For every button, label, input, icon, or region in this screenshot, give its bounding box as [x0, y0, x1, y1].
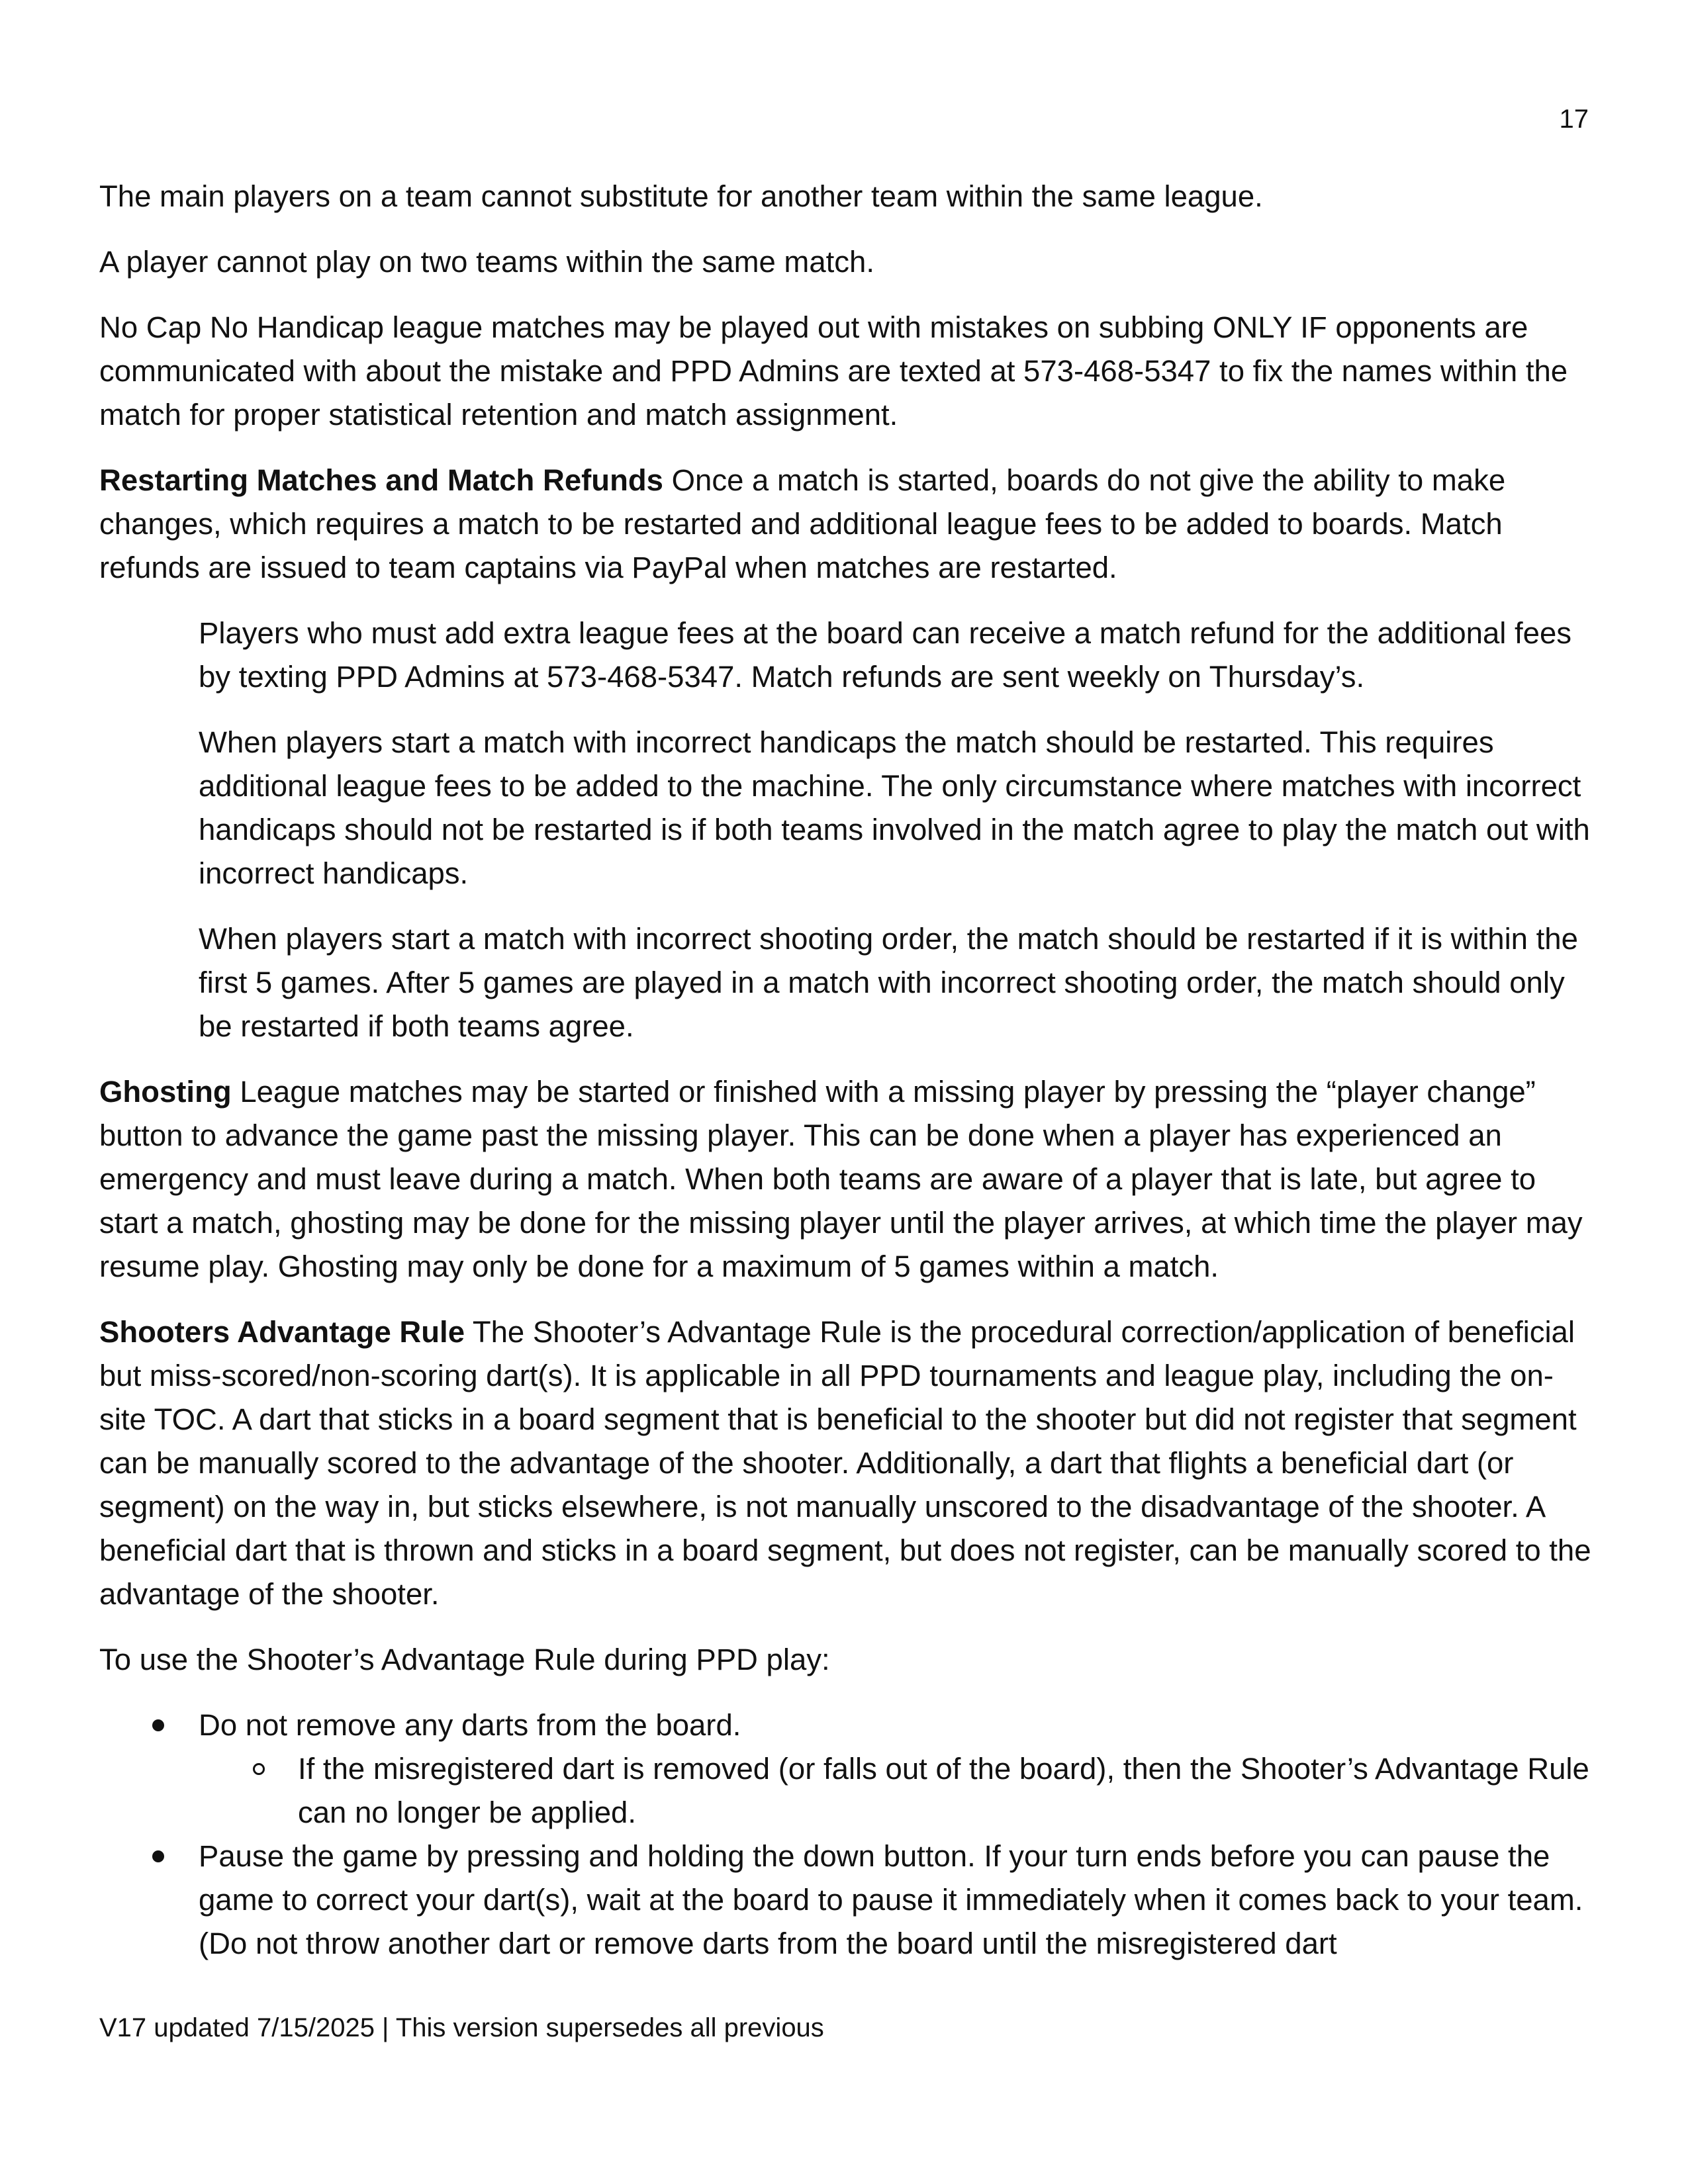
section-shooters-advantage	[99, 1310, 1595, 1616]
shooters-advantage-body: The Shooter’s Advantage Rule is the procedural correction/application of beneficial but miss-scored/non-scoring dart(s). It is applicable in all PPD tournaments and league play, including the on-site TOC. A dart that sticks in a board segment that is beneficial to the shooter but did not register that segment can be manually scored to the advantage of the shooter. Additionally, a dart that flights a beneficial dart (or segment) on the way in, but sticks elsewhere, is not manually unscored to the disadvantage of the shooter. A beneficial dart that is thrown and sticks in a board segment, but does not register, can be manually scored to the advantage of the shooter.	[99, 1315, 1591, 1611]
document-body	[99, 175, 1595, 1966]
step-do-not-remove-darts: Do not remove any darts from the board.	[199, 1708, 741, 1742]
paragraph-match-refunds: Players who must add extra league fees at the board can receive a match refund for the additional fees by texting PPD Admins at 573-468-5347. Match refunds are sent weekly on Thursday’s.	[199, 616, 1572, 694]
list-item	[199, 1747, 1595, 1835]
paragraph-no-cap-subbing: No Cap No Handicap league matches may be played out with mistakes on subbing ONLY IF opponents are communicated with about the mistake and PPD Admins are texted at 573-468-5347 to fix the names within the match for proper statistical retention and match assignment.	[99, 310, 1568, 432]
circle-bullet-icon	[253, 1763, 265, 1775]
paragraph-two-teams-rule: A player cannot play on two teams within the same match.	[99, 245, 874, 279]
sub-list	[199, 1747, 1595, 1835]
heading-restarting-matches: Restarting Matches and Match Refunds	[99, 463, 663, 497]
ghosting-body: League matches may be started or finished with a missing player by pressing the “player change” button to advance the game past the missing player. This can be done when a player has experienced an emergency and must leave during a match. When both teams are aware of a player that is late, but agree to start a match, ghosting may be done for the missing player until the player arrives, at which time the player may resume play. Ghosting may only be done for a maximum of 5 games within a match.	[99, 1075, 1583, 1283]
heading-ghosting: Ghosting	[99, 1075, 232, 1109]
section-ghosting	[99, 1070, 1595, 1289]
paragraph-substitution-rule: The main players on a team cannot substitute for another team within the same league.	[99, 179, 1263, 213]
step-misregistered-dart-removed: If the misregistered dart is removed (or falls out of the board), then the Shooter’s Advantage Rule can no longer be applied.	[298, 1752, 1589, 1829]
list-item	[99, 1835, 1595, 1966]
step-pause-game: Pause the game by pressing and holding the down button. If your turn ends before you can pause the game to correct your dart(s), wait at the board to pause it immediately when it comes back to your team. (Do not throw another dart or remove darts from the board until the misregistered dart	[199, 1839, 1583, 1960]
heading-shooters-advantage: Shooters Advantage Rule	[99, 1315, 465, 1349]
paragraph-use-intro: To use the Shooter’s Advantage Rule during PPD play:	[99, 1643, 830, 1676]
paragraph-incorrect-shooting-order: When players start a match with incorrect shooting order, the match should be restarted if it is within the first 5 games. After 5 games are played in a match with incorrect shooting order, the match should only be restarted if both teams agree.	[199, 922, 1578, 1043]
list-item	[99, 1704, 1595, 1835]
bullet-icon	[152, 1719, 164, 1731]
page-number: 17	[1559, 105, 1589, 134]
section-restarting-matches	[99, 459, 1595, 590]
restarting-matches-body: Once a match is started, boards do not give the ability to make changes, which requires a match to be restarted and additional league fees to be added to boards. Match refunds are issued to team captains via PayPal when matches are restarted.	[99, 463, 1506, 584]
bullet-icon	[152, 1850, 164, 1862]
page-footer: V17 updated 7/15/2025 | This version supersedes all previous	[99, 2013, 824, 2042]
shooters-advantage-steps	[99, 1704, 1595, 1966]
paragraph-incorrect-handicaps: When players start a match with incorrect handicaps the match should be restarted. This requires additional league fees to be added to the machine. The only circumstance where matches with incorrect handicaps should not be restarted is if both teams involved in the match agree to play the match out with incorrect handicaps.	[199, 725, 1590, 890]
